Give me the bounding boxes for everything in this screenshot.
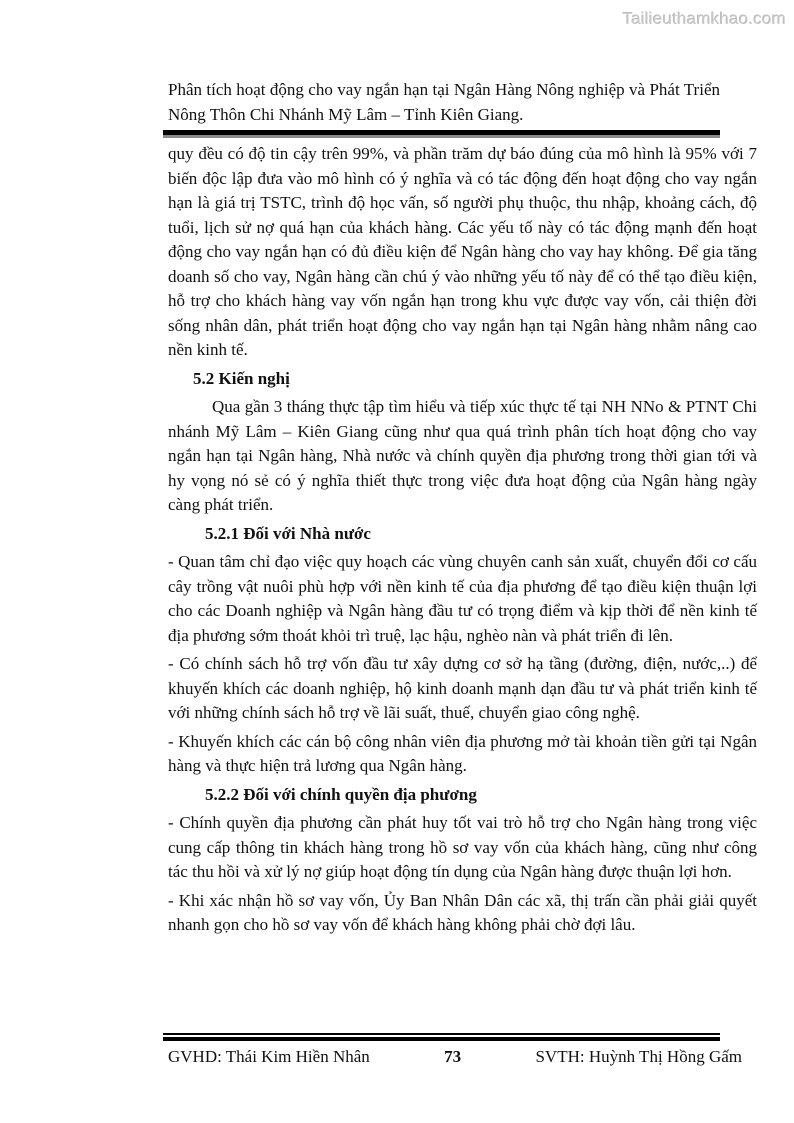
watermark: Tailieuthamkhao.com	[622, 9, 786, 28]
page-header	[168, 77, 720, 138]
paragraph-conclusion: quy đều có độ tin cậy trên 99%, và phần trăm dự báo đúng của mô hình là 95% với 7 biến độc lập đưa vào mô hình có ý nghĩa và có tác động đến hoạt động cho vay ngắn hạn là giá trị TSTC, trình độ học vấn, số người phụ thuộc, thu nhập, khoảng cách, độ tuổi, lịch sử nợ quá hạn của khách hàng. Các yếu tố này có tác động mạnh đến hoạt động cho vay ngắn hạn có đủ điều kiện để Ngân hàng cho vay hay không. Để gia tăng doanh số cho vay, Ngân hàng cần chú ý vào những yếu tố này để có thể tạo điều kiện, hỗ trợ cho khách hàng vay vốn ngắn hạn trong khu vực được vay vốn, cải thiện đời sống nhân dân, phát triển hoạt động cho vay ngắn hạn tại Ngân hàng nhằm nâng cao nền kinh tế.	[168, 144, 757, 359]
footer-rule-thin	[163, 1033, 720, 1035]
footer-student: SVTH: Huỳnh Thị Hồng Gấm	[535, 1047, 742, 1066]
paragraph-state-item-2: - Có chính sách hỗ trợ vốn đầu tư xây dựng cơ sở hạ tầng (đường, điện, nước,..) để khuyến khích các doanh nghiệp, hộ kinh doanh mạnh dạn đầu tư và phát triển kinh tế với những chính sách hỗ trợ về lãi suất, thuế, chuyển giao công nghệ.	[168, 654, 757, 722]
footer-advisor: GVHD: Thái Kim Hiền Nhân	[168, 1047, 370, 1066]
paragraph-recommendation-intro: Qua gần 3 tháng thực tập tìm hiểu và tiếp xúc thực tế tại NH NNo & PTNT Chi nhánh Mỹ Lâm – Kiên Giang cũng như qua quá trình phân tích hoạt động cho vay ngắn hạn tại Ngân hàng, Nhà nước và chính quyền địa phương trong thời gian tới và hy vọng nó sẻ có ý nghĩa thiết thực trong việc đưa hoạt động của Ngân hàng ngày càng phát triển.	[168, 397, 757, 514]
footer-page-number: 73	[444, 1047, 462, 1066]
header-rule	[163, 130, 720, 138]
footer-rule-thick	[163, 1037, 720, 1041]
page-footer	[163, 1033, 742, 1069]
paragraph-state-item-1: - Quan tâm chỉ đạo việc quy hoạch các vùng chuyên canh sản xuất, chuyển đổi cơ cấu cây trồng vật nuôi phù hợp với nền kinh tế của địa phương để tạo điều kiện thuận lợi cho các Doanh nghiệp và Ngân hàng đầu tư có trọng điểm và kịp thời để nền kinh tế địa phương sớm thoát khỏi trì truệ, lạc hậu, nghèo nàn và phát triển đi lên.	[168, 552, 757, 645]
paragraph-state-item-3: - Khuyến khích các cán bộ công nhân viên địa phương mở tài khoản tiền gửi tại Ngân hàng và thực hiện trả lương qua Ngân hàng.	[168, 731, 757, 775]
document-body	[168, 142, 757, 942]
page-header-title: Phân tích hoạt động cho vay ngắn hạn tại Ngân Hàng Nông nghiệp và Phát Triển Nông Thôn Chi Nhánh Mỹ Lâm – Tỉnh Kiên Giang.	[168, 80, 720, 124]
section-heading-5-2-2: 5.2.2 Đối với chính quyền địa phương	[205, 784, 477, 804]
section-heading-5-2: 5.2 Kiến nghị	[193, 368, 290, 388]
paragraph-local-gov-item-2: - Khi xác nhận hồ sơ vay vốn, Ủy Ban Nhân Dân các xã, thị trấn cần phải giải quyết nhanh gọn cho hồ sơ vay vốn để khách hàng không phải chờ đợi lâu.	[168, 890, 757, 934]
paragraph-local-gov-item-1: - Chính quyền địa phương cần phát huy tốt vai trò hỗ trợ cho Ngân hàng trong việc cung cấp thông tin khách hàng trong hồ sơ vay vốn của khách hàng, cũng như công tác thu hồi và xử lý nợ giúp hoạt động tín dụng của Ngân hàng được thuận lợi hơn.	[168, 813, 757, 881]
section-heading-5-2-1: 5.2.1 Đối với Nhà nước	[205, 523, 371, 543]
